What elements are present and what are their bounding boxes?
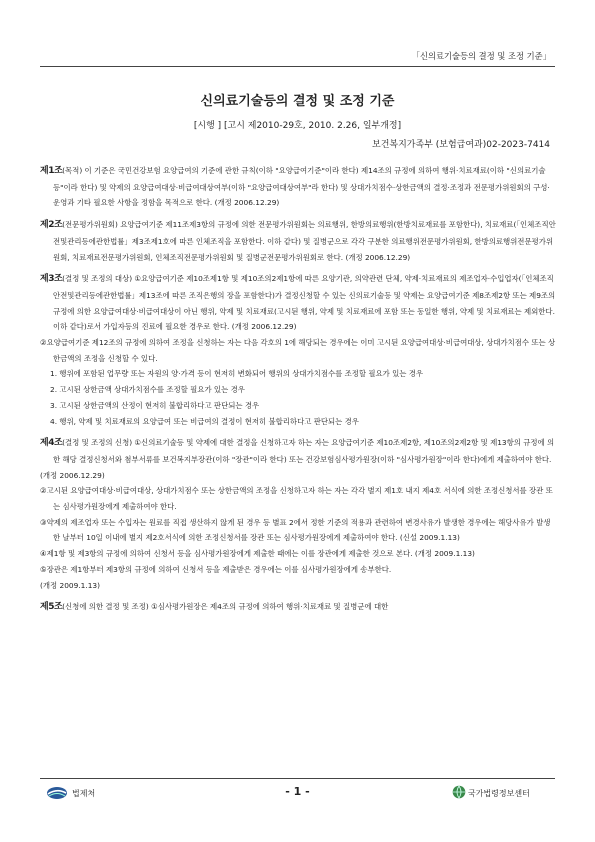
article-paragraph: ②고시된 요양급여대상·비급여대상, 상대가치점수 또는 상한금액의 조정을 신청하고자 하는 자는 각각 별지 제1호 내지 제4호 서식에 의한 조정신청서를 장관 또는 심사평가원장에게 제출하여야 한다. xyxy=(40,486,553,512)
list-item: 2. 고시된 상한금액 상대가치점수를 조정할 필요가 있는 경우 xyxy=(50,385,245,395)
footer-source: 국가법령정보센터 xyxy=(468,789,530,798)
running-header: 「신의료기술등의 결정 및 조정 기준」 xyxy=(411,51,551,61)
article-number: 제5조 xyxy=(40,602,63,613)
page-number: - 1 - xyxy=(285,785,310,798)
list-item: 4. 행위, 약제 및 치료재료의 요양급여 또는 비급여의 결정이 현저히 불합리하다고 판단되는 경우 xyxy=(50,416,359,426)
header-divider xyxy=(40,66,555,67)
list-item: 3. 고시된 상한금액의 산정이 현저히 불합리하다고 판단되는 경우 xyxy=(50,400,260,410)
article-paragraph: ⑤장관은 제1항부터 제3항의 규정에 의하여 신청서 등을 제출받은 경우에는 이를 심사평가원장에게 송부한다. xyxy=(40,564,392,574)
article-paragraph: (개정 2009.1.13) xyxy=(40,580,101,590)
document-subtitle: [시행 ] [고시 제2010-29호, 2010. 2.26, 일부개정] xyxy=(193,121,402,131)
article-3 xyxy=(40,271,556,429)
article-number: 제1조 xyxy=(40,166,63,176)
article-paragraph xyxy=(40,435,556,467)
article-text: (신청에 의한 결정 및 조정) ①심사평가원장은 제4조의 규정에 의하여 행위·치료재료 및 질병군에 대한 xyxy=(62,602,389,612)
article-paragraph: ④제1항 및 제3항의 규정에 의하여 신청서 등을 심사평가원장에게 제출한 때에는 이를 장관에게 제출한 것으로 본다. (개정 2009.1.13) xyxy=(40,549,475,559)
list-item: 1. 행위에 포함된 업무량 또는 자원의 양·가격 등이 현저히 변화되어 행위의 상대가치점수를 조정할 필요가 있는 경우 xyxy=(50,369,424,379)
footer-publisher: 법제처 xyxy=(72,789,96,798)
article-paragraph: (개정 2006.12.29) xyxy=(40,470,105,480)
article-text: (전문평가위원회) 요양급여기준 제11조제3항의 규정에 의한 전문평가위원회는 의료행위, 한방의료행위(한방치료재료를 포함한다), 치료재료(「인체조직안전및관리등에관한법률」제3조제1호에 따른 인체조직을 포함한다. 이하 같다) 및 질병군으로 각각 구분한 의료행위전문평가위원회, 한방의료행위전문평가위원회, 치료재료전문평가위원회, 인체조직전문평가위원회 및 질병군전문평가위원회로 한다. (개정 2006.12.29) xyxy=(53,220,556,262)
article-text: (결정 및 조정의 대상) ①요양급여기준 제10조제1항 및 제10조의2제1항에 따른 요양기관, 의약관련 단체, 약제·치료재료의 제조업자·수입업자(「인체조직안전및관리등에관한법률」제13조에 따른 조직은행의 장을 포함한다)가 결정신청할 수 있는 신의료기술등 및 약제는 요양급여기준 제8조제2항 또는 제9조의 규정에 의한 요양급여대상·비급여대상이 아닌 행위, 약제 및 치료재료(고시된 행위, 약제 및 치료재료에 포함 또는 동일한 행위, 약제 및 치료재료는 제외한다. 이하 같다)로서 가입자등의 진료에 필요한 경우로 한다. (개정 2006.12.29) xyxy=(53,274,556,332)
article-1 xyxy=(40,163,556,211)
article-paragraph: ③약제의 제조업자 또는 수입자는 원료를 직접 생산하지 않게 된 경우 등 별표 2에서 정한 기준의 적용과 관련하여 변경사유가 발생한 경우에는 해당사유가 발생한 날부터 10일 이내에 별지 제2호서식에 의한 조정신청서를 장관 또는 심사평가원장에게 제출하여야 한다. (신설 2009.1.13) xyxy=(40,517,551,543)
article-2 xyxy=(40,217,556,265)
article-paragraph: ②요양급여기준 제12조의 규정에 의하여 조정을 신청하는 자는 다음 각호의 1에 해당되는 경우에는 이미 고시된 요양급여대상·비급여대상, 상대가치점수 또는 상한금액의 조정을 신청할 수 있다. xyxy=(40,338,556,363)
article-paragraph xyxy=(40,271,556,335)
globe-icon xyxy=(452,785,466,799)
department-contact: 보건복지가족부 (보험급여과)02-2023-7414 xyxy=(372,140,550,150)
article-text: (결정 및 조정의 신청) ①신의료기술등 및 약제에 대한 결정을 신청하고자 하는 자는 요양급여기준 제10조제2항, 제10조의2제2항 및 제13항의 규정에 의한 해당 결정신청서와 첨부서류를 보건복지부장관(이하 "장관"이라 한다) 또는 건강보험심사평가원장(이하 "심사평가원장"이라 한다)에게 제출하여야 한다. xyxy=(53,438,555,464)
article-4 xyxy=(40,435,556,593)
article-5 xyxy=(40,599,556,616)
article-number: 제3조 xyxy=(40,274,63,285)
article-text: (목적) 이 기준은 국민건강보험 요양급여의 기준에 관한 규칙(이하 "요양급여기준"이라 한다) 제14조의 규정에 의하여 행위·치료재료(이하 "신의료기술등"이라 한다) 및 약제의 요양급여대상·비급여대상여부(이하 "요양급여대상여부"라 한다) 및 상대가치점수·상한금액의 결정·조정과 전문평가위원회의 구성·운영과 기타 필요한 사항을 정함을 목적으로 한다. (개정 2006.12.29) xyxy=(53,166,550,208)
document-title: 신의료기술등의 결정 및 조정 기준 xyxy=(200,94,395,109)
document-body xyxy=(40,163,556,616)
article-number: 제4조 xyxy=(40,438,63,449)
footer-divider xyxy=(40,778,555,779)
article-number: 제2조 xyxy=(40,220,63,231)
